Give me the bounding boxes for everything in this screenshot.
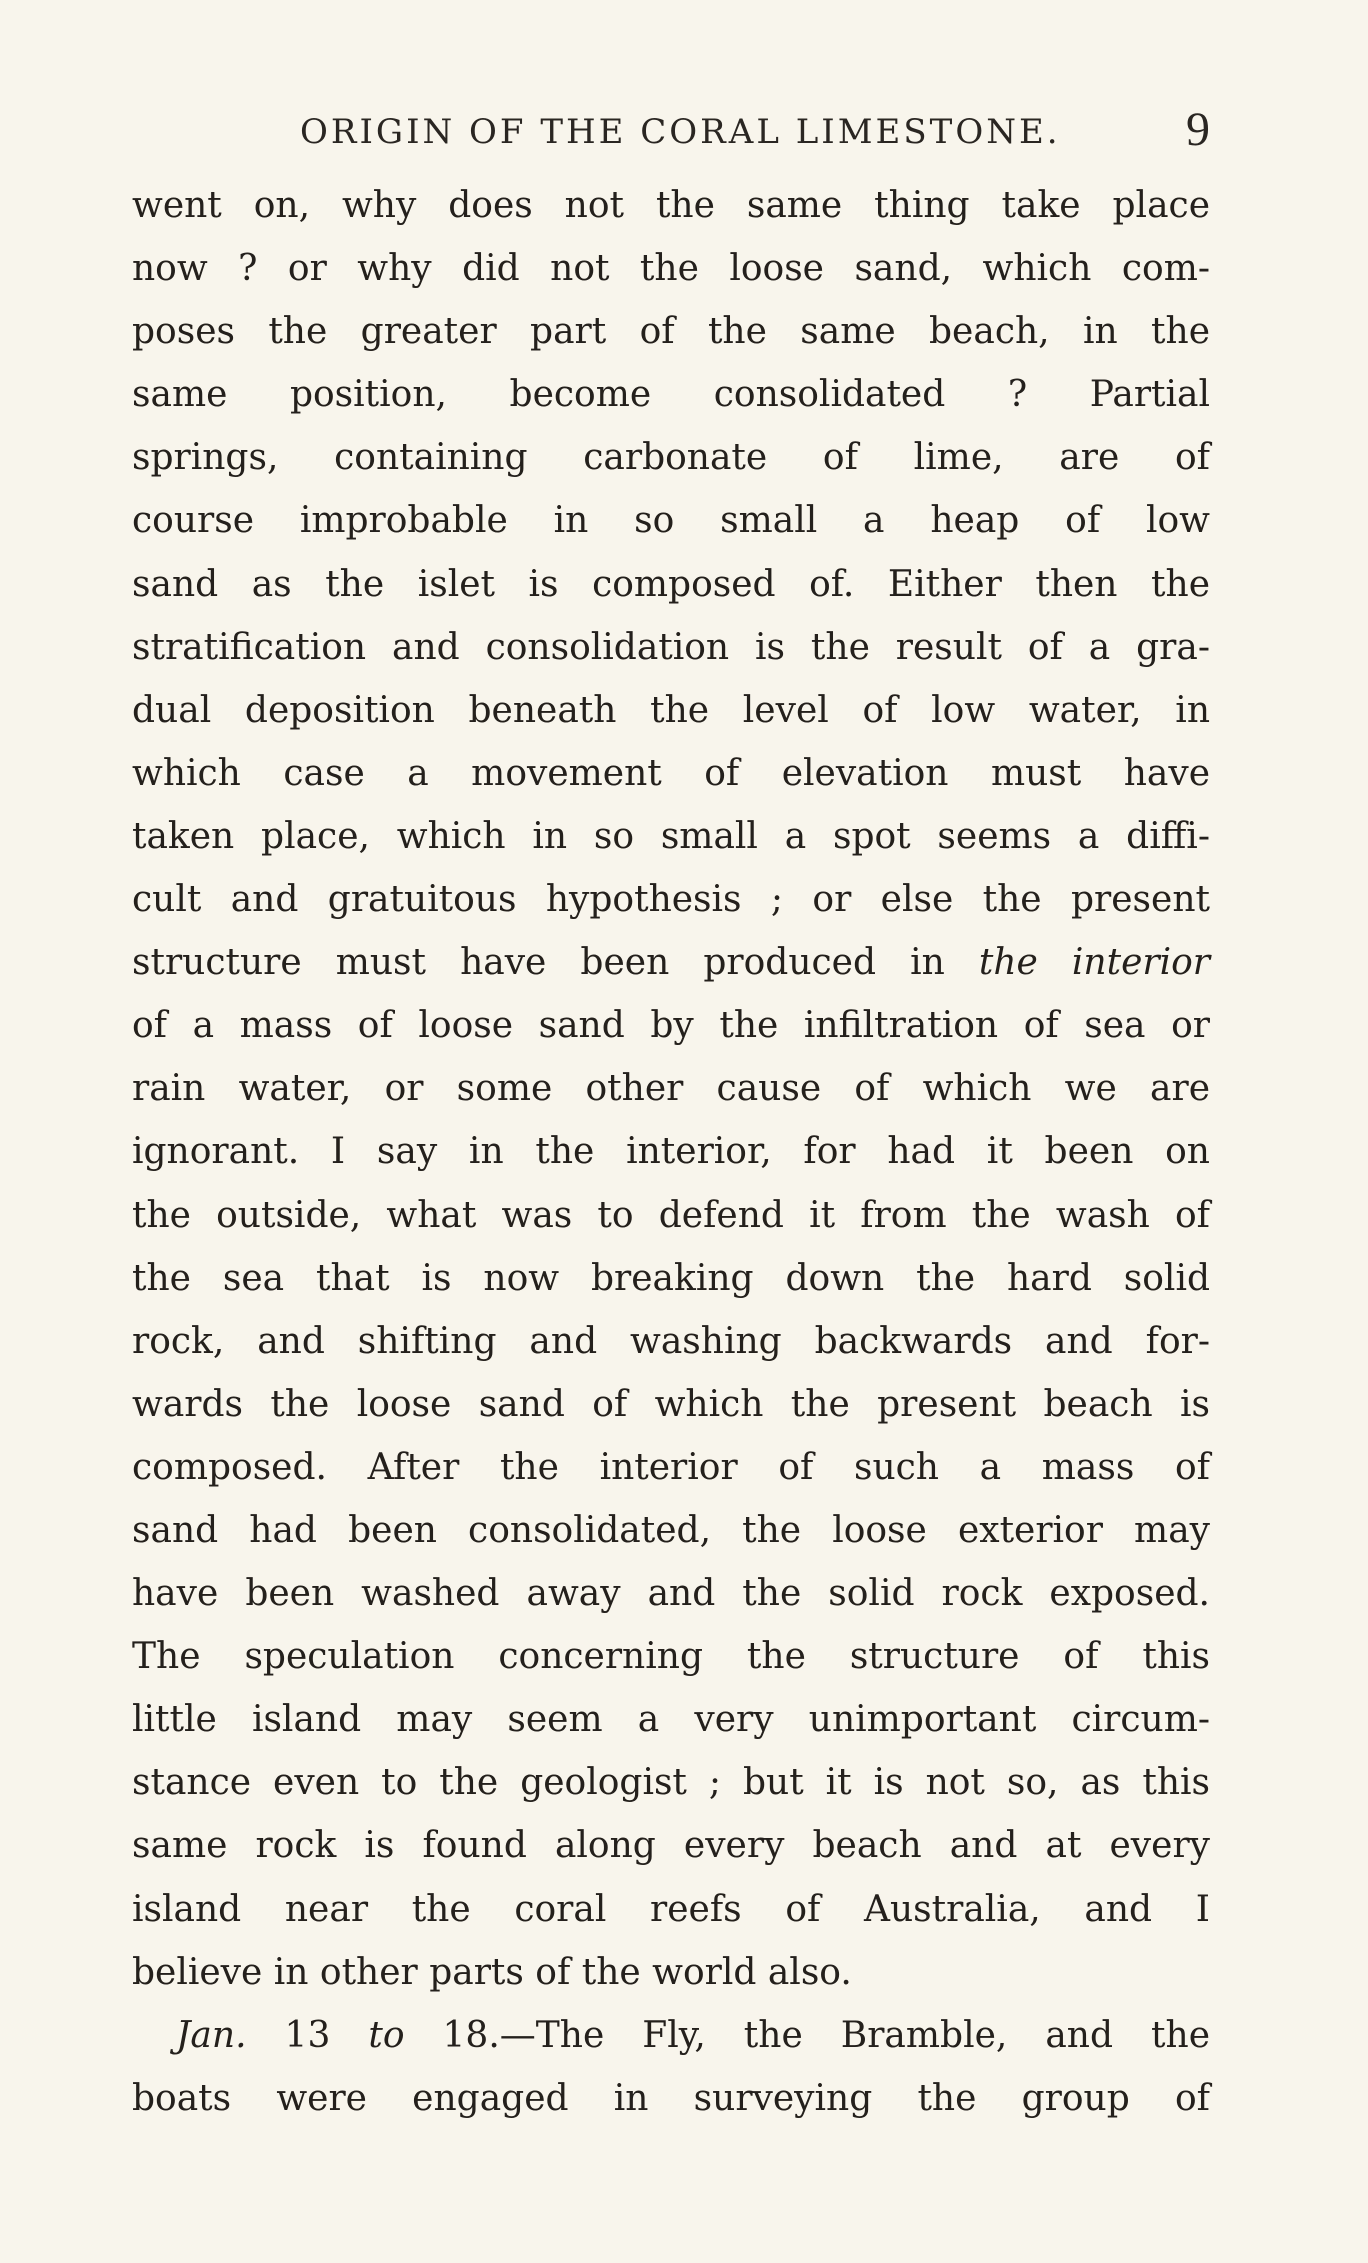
text-line: the outside, what was to defend it from the wash of: [132, 1194, 1210, 1236]
text-line: poses the greater part of the same beach, in the: [132, 311, 1210, 353]
text-line: same position, become consolidated ? Partial: [132, 374, 1210, 416]
running-title: ORIGIN OF THE CORAL LIMESTONE.: [300, 112, 1061, 152]
text-line: composed. After the interior of such a mass of: [132, 1446, 1210, 1488]
text-line: went on, why does not the same thing take place: [132, 185, 1210, 226]
page-number: 9: [1186, 103, 1210, 156]
text-line: little island may seem a very unimportant circum-: [132, 1699, 1210, 1741]
text-line: [132, 931, 1210, 994]
date-from: 13: [284, 2014, 331, 2056]
text-line: course improbable in so small a heap of low: [132, 500, 1210, 542]
text-segment: structure must have been produced in: [132, 942, 945, 984]
text-line: The speculation concerning the structure of this: [132, 1636, 1210, 1678]
paragraph-start-line: [132, 2004, 1210, 2067]
text-line: sand as the islet is composed of. Either then the: [132, 563, 1210, 605]
text-line: ignorant. I say in the interior, for had it been on: [132, 1131, 1210, 1173]
text-line: dual deposition beneath the level of low water, in: [132, 689, 1210, 731]
text-line: stratification and consolidation is the result of a gra-: [132, 626, 1210, 668]
text-line: springs, containing carbonate of lime, are of: [132, 437, 1210, 479]
text-line: which case a movement of elevation must have: [132, 752, 1210, 794]
text-line: of a mass of loose sand by the infiltration of sea or: [132, 1005, 1210, 1047]
text-line: sand had been consolidated, the loose exterior may: [132, 1509, 1210, 1551]
text-line: same rock is found along every beach and at every: [132, 1825, 1210, 1867]
text-line: cult and gratuitous hypothesis ; or else the present: [132, 879, 1210, 921]
date-to-word: to: [368, 2014, 405, 2056]
text-line: rain water, or some other cause of which we are: [132, 1068, 1210, 1110]
text-line: wards the loose sand of which the present beach is: [132, 1383, 1210, 1425]
text-line: believe in other parts of the world also.: [132, 1951, 852, 1993]
text-line: now ? or why did not the loose sand, which com-: [132, 248, 1210, 290]
text-line: island near the coral reefs of Australia, and I: [132, 1888, 1210, 1930]
date-month: Jan.: [176, 2014, 247, 2056]
italic-phrase: the interior: [978, 942, 1210, 984]
text-line: boats were engaged in surveying the group of: [132, 2077, 1210, 2119]
text-line: rock, and shifting and washing backwards and for-: [132, 1320, 1210, 1362]
body-text: [132, 174, 1210, 2130]
text-line: the sea that is now breaking down the hard solid: [132, 1257, 1210, 1299]
date-rest: 18.—The Fly, the Bramble, and the: [442, 2014, 1210, 2056]
page-header: [130, 102, 1210, 162]
text-line: stance even to the geologist ; but it is not so, as this: [132, 1762, 1210, 1804]
text-line: have been washed away and the solid rock exposed.: [132, 1573, 1210, 1615]
text-line: taken place, which in so small a spot seems a diffi-: [132, 815, 1210, 857]
